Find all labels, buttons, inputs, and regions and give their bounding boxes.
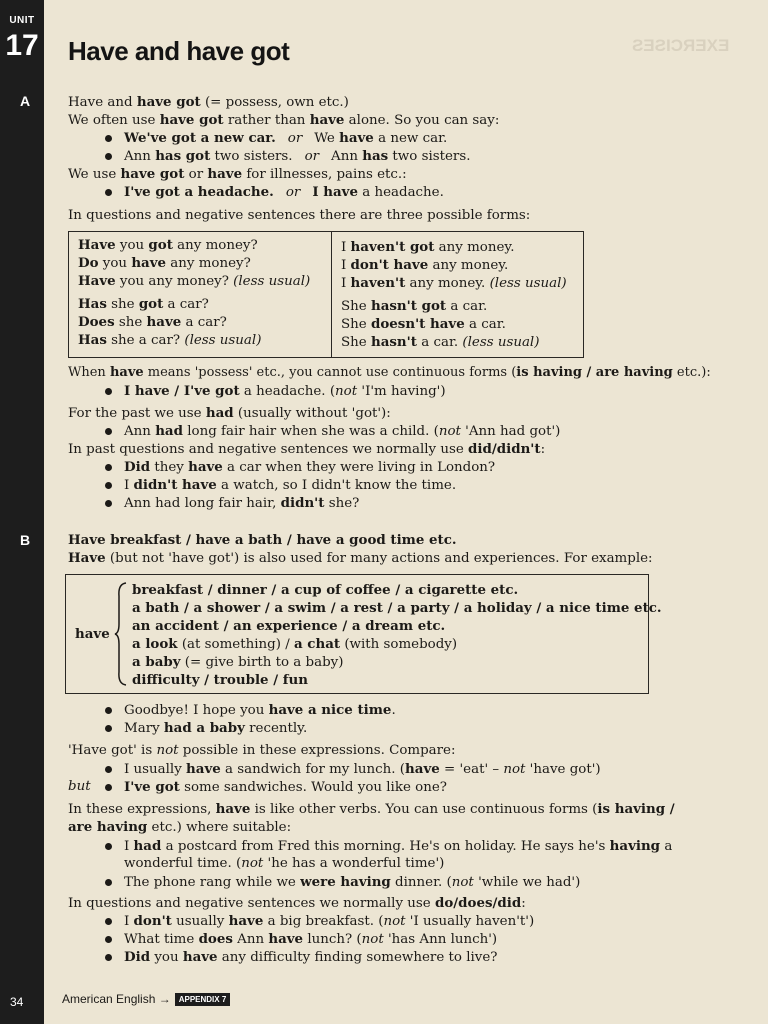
unit-sidebar: [0, 0, 44, 1024]
bullet-icon: [105, 189, 112, 196]
text-line: 'Have got' is not possible in these expressions. Compare:: [68, 743, 456, 758]
bullet-icon: [105, 766, 112, 773]
example-line: We've got a new car. or We have a new car.: [124, 130, 448, 146]
table-cell: She doesn't have a car.: [341, 316, 506, 332]
bullet-icon: [105, 784, 112, 791]
text-line: In questions and negative sentences we normally use do/does/did:: [68, 895, 526, 911]
unit-number: 17: [5, 29, 39, 62]
example-line: Mary had a baby recently.: [124, 720, 308, 736]
example-line: wonderful time. (not 'he has a wonderful time'): [124, 856, 445, 871]
expression-item: a look (at something) / a chat (with somebody): [132, 636, 458, 652]
bullet-icon: [105, 843, 112, 850]
table-cell: I haven't any money. (less usual): [341, 275, 567, 291]
section-b-heading: Have breakfast / have a bath / have a good time etc.: [68, 532, 457, 548]
expression-item: a bath / a shower / a swim / a rest / a party / a holiday / a nice time etc.: [132, 600, 662, 616]
table-cell: Do you have any money?: [78, 255, 251, 271]
example-line: Ann had long fair hair, didn't she?: [124, 495, 360, 511]
table-cell: She hasn't got a car.: [341, 298, 488, 314]
text-line: In questions and negative sentences there are three possible forms:: [68, 208, 531, 223]
table-cell: Has she got a car?: [78, 296, 209, 312]
unit-label: UNIT: [9, 15, 35, 26]
page-title: Have and have got: [68, 36, 290, 66]
expression-item: a baby (= give birth to a baby): [132, 654, 344, 670]
but-label: but: [68, 779, 91, 794]
example-line: Did you have any difficulty finding somewhere to live?: [124, 949, 498, 965]
text-line: Have (but not 'have got') is also used for many actions and experiences. For example:: [68, 550, 653, 566]
text-line: In these expressions, have is like other verbs. You can use continuous forms (is having /: [68, 801, 675, 817]
expression-item: breakfast / dinner / a cup of coffee / a cigarette etc.: [132, 582, 519, 598]
section-a-heading: Have and have got (= possess, own etc.): [68, 94, 349, 110]
example-line: Did they have a car when they were living in London?: [124, 459, 496, 475]
text-line: We often use have got rather than have alone. So you can say:: [68, 112, 500, 128]
bullet-icon: [105, 707, 112, 714]
example-line: I don't usually have a big breakfast. (not 'I usually haven't'): [124, 913, 535, 929]
table-cell: Has she a car? (less usual): [78, 332, 262, 348]
bullet-icon: [105, 388, 112, 395]
table-cell: I don't have any money.: [341, 257, 509, 273]
appendix-tag[interactable]: APPENDIX 7: [175, 993, 231, 1006]
bullet-icon: [105, 918, 112, 925]
table-cell: Does she have a car?: [78, 314, 227, 330]
expression-item: an accident / an experience / a dream etc.: [132, 618, 446, 634]
text-line: In past questions and negative sentences we normally use did/didn't:: [68, 441, 546, 457]
bullet-icon: [105, 879, 112, 886]
bullet-icon: [105, 482, 112, 489]
table-cell: Have you got any money?: [78, 237, 258, 253]
text-line: For the past we use had (usually without 'got'):: [68, 405, 391, 421]
table-cell: I haven't got any money.: [341, 239, 515, 255]
bullet-icon: [105, 500, 112, 507]
example-line: Ann has got two sisters. or Ann has two sisters.: [124, 148, 471, 164]
example-line: What time does Ann have lunch? (not 'has Ann lunch'): [124, 931, 498, 947]
bullet-icon: [105, 936, 112, 943]
table-divider: [331, 231, 332, 358]
expression-item: difficulty / trouble / fun: [132, 672, 309, 688]
example-line: I didn't have a watch, so I didn't know the time.: [124, 477, 457, 493]
have-label: have: [75, 626, 110, 642]
text-line: We use have got or have for illnesses, pains etc.:: [68, 166, 407, 182]
bullet-icon: [105, 954, 112, 961]
footer-reference: [62, 992, 230, 1006]
text-line: When have means 'possess' etc., you cannot use continuous forms (is having / are having etc.):: [68, 365, 711, 380]
section-a-marker: A: [20, 93, 31, 109]
example-line: I had a postcard from Fred this morning. He's on holiday. He says he's having a: [124, 838, 673, 854]
example-line: Goodbye! I hope you have a nice time.: [124, 702, 396, 718]
table-cell: Have you any money? (less usual): [78, 273, 311, 289]
bullet-icon: [105, 153, 112, 160]
example-line: The phone rang while we were having dinner. (not 'while we had'): [124, 874, 581, 890]
example-line: Ann had long fair hair when she was a child. (not 'Ann had got'): [124, 423, 561, 439]
table-cell: She hasn't a car. (less usual): [341, 334, 540, 350]
example-line: I usually have a sandwich for my lunch. (have = 'eat' – not 'have got'): [124, 761, 601, 777]
footer-text: American English →: [62, 992, 171, 1006]
example-line: I have / I've got a headache. (not 'I'm having'): [124, 383, 446, 399]
example-line: I've got some sandwiches. Would you like one?: [124, 779, 447, 795]
bullet-icon: [105, 725, 112, 732]
show-through-heading: EXERCISES: [632, 36, 730, 55]
section-b-marker: B: [20, 532, 31, 548]
text-line: are having etc.) where suitable:: [68, 819, 292, 835]
bullet-icon: [105, 428, 112, 435]
bullet-icon: [105, 464, 112, 471]
example-line: I've got a headache. or I have a headache.: [124, 184, 444, 200]
bullet-icon: [105, 135, 112, 142]
page-number: 34: [10, 995, 24, 1009]
brace-icon: [114, 582, 128, 686]
